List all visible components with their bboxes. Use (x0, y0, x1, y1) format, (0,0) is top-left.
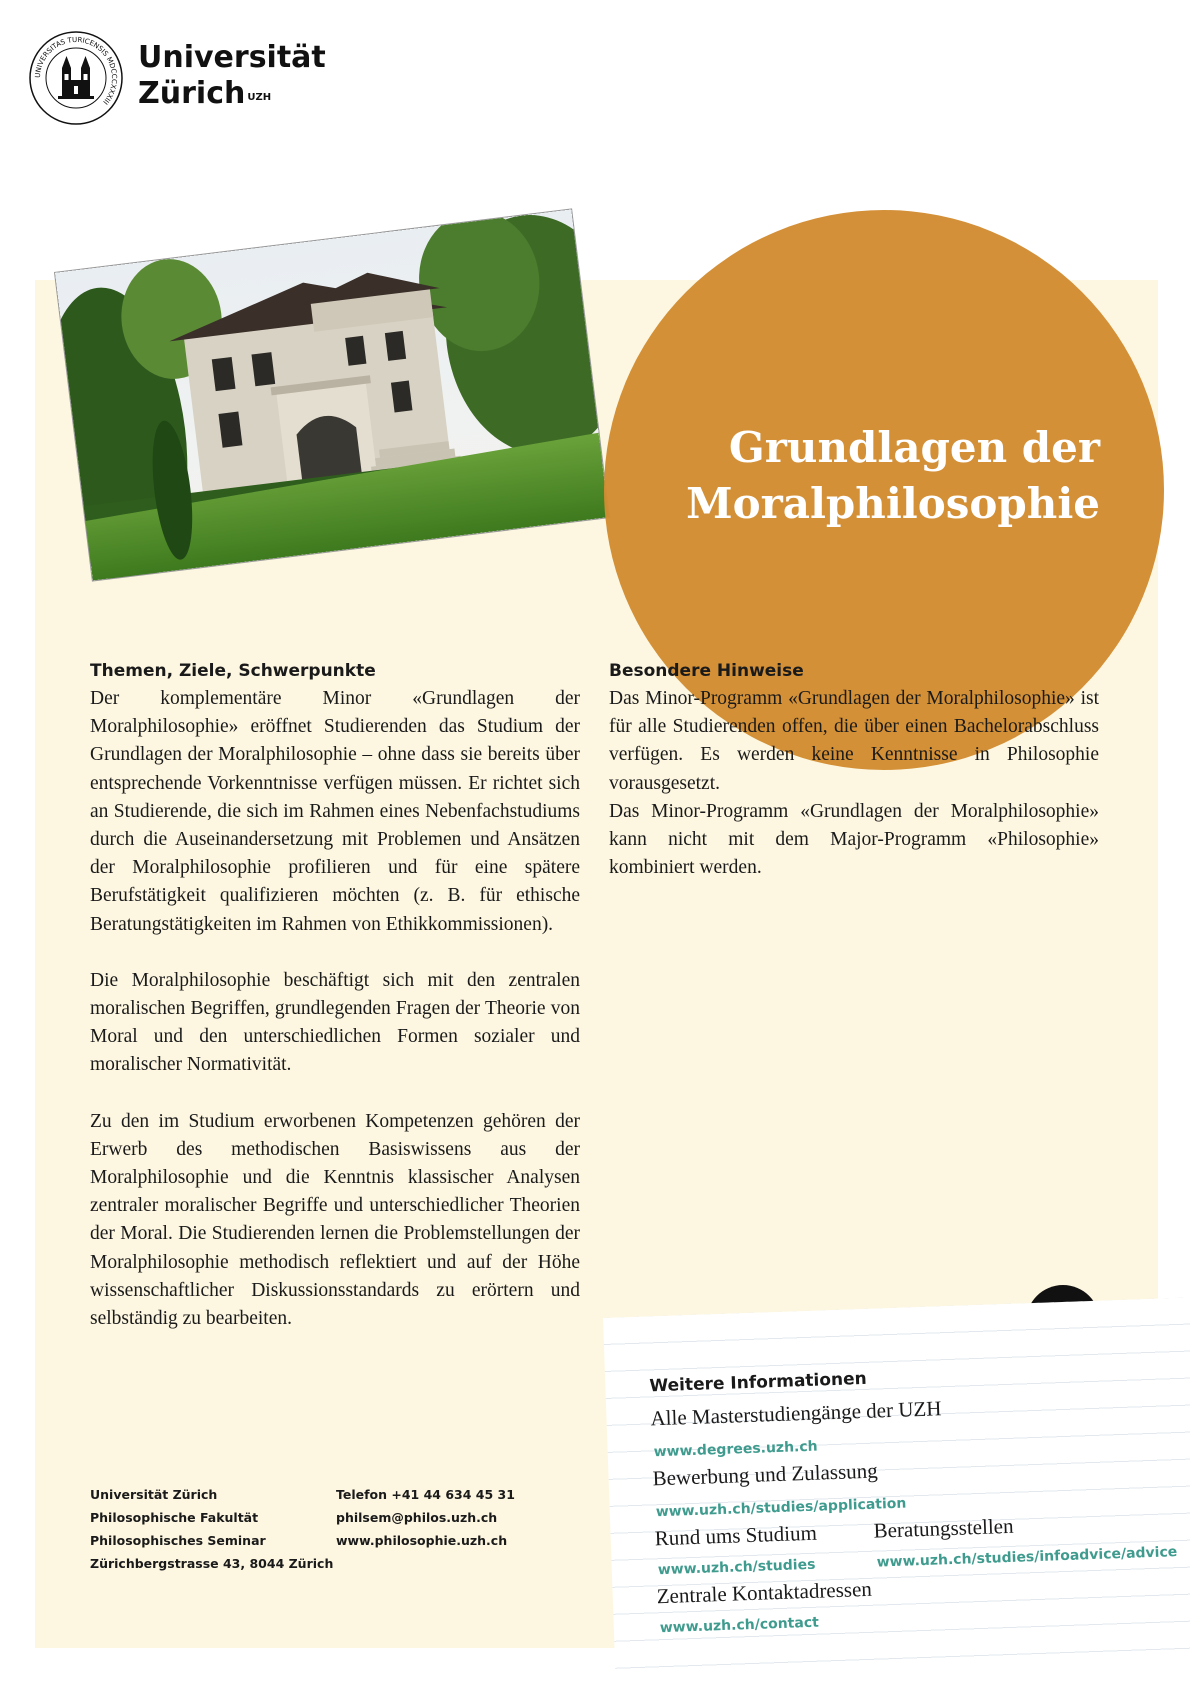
info-item-link[interactable]: www.uzh.ch/contact (659, 1614, 820, 1637)
info-item-label: Zentrale Kontaktadressen (656, 1576, 873, 1609)
address-line: Universität Zürich (90, 1487, 218, 1502)
right-paragraph-2: Das Minor-Programm «Grundlagen der Moralphilosophie» kann nicht mit dem Major-Programm «Philosophie» kombiniert werden. (609, 800, 1099, 879)
wordmark-line1: Universität (138, 40, 326, 75)
page-title (640, 420, 1100, 532)
info-title: Weitere Informationen (649, 1368, 868, 1397)
email-link[interactable]: philsem@philos.uzh.ch (336, 1510, 498, 1525)
left-paragraph-2: Die Moralphilosophie beschäftigt sich mit den zentralen moralischen Begriffen, grundlegenden Fragen der Theorie von Moral und den unterschiedlichen Formen sozialer und moralischer Normativität. (90, 969, 580, 1076)
info-item-label: Beratungsstellen (873, 1513, 1014, 1543)
info-item-link[interactable]: www.degrees.uzh.ch (653, 1438, 818, 1461)
address-line: Zürichbergstrasse 43, 8044 Zürich (90, 1556, 334, 1571)
left-column (90, 657, 580, 1333)
info-item-link[interactable]: www.uzh.ch/studies (657, 1556, 816, 1579)
address-line: Philosophisches Seminar (90, 1533, 266, 1548)
address-block (90, 1483, 333, 1575)
phone-text: Telefon +41 44 634 45 31 (336, 1487, 515, 1502)
right-heading: Besondere Hinweise (609, 661, 804, 681)
wordmark-line2: Zürich (138, 76, 246, 111)
wordmark (138, 40, 326, 112)
title-line2: Moralphilosophie (686, 479, 1100, 528)
info-card (603, 1297, 1190, 1687)
left-paragraph-1: Der komplementäre Minor «Grundlagen der Moralphilosophie» eröffnet Studierenden das Studium der Grundlagen der Moralphilosophie – ohne dass sie bereits über entsprechende Vorkenntnisse verfügen müssen. Er richtet sich an Studierende, die sich im Rahmen eines Nebenfachstudiums durch die Auseinandersetzung mit Problemen und Ansätzen der Moralphilosophie profilieren und für eine spätere Berufstätigkeit qualifizieren möchten (z. B. für ethische Beratungstätigkeiten im Rahmen von Ethikkommissionen). (90, 688, 580, 935)
villa-photo (55, 209, 609, 580)
address-line: Philosophische Fakultät (90, 1510, 259, 1525)
uzh-logo (28, 30, 328, 130)
villa-photo-icon (55, 209, 609, 580)
info-item-link[interactable]: www.uzh.ch/studies/infoadvice/advice (876, 1544, 1178, 1571)
left-paragraph-3: Zu den im Studium erworbenen Kompetenzen gehören der Erwerb des methodischen Basiswissens aus der Moralphilosophie und die Kenntnis klassischer Analysen zentraler moralischer Begriffe und unterschiedlicher Theorien der Moral. Die Studierenden lernen die Problemstellungen der Moralphilosophie methodisch reflektiert und auf der Höhe wissenschaftlicher Diskussionsstandards zu erörtern und selbständig zu bearbeiten. (90, 1110, 580, 1330)
info-item-label: Rund ums Studium (654, 1520, 818, 1551)
info-item-label: Alle Masterstudiengänge der UZH (650, 1396, 942, 1431)
right-paragraph-1: Das Minor-Programm «Grundlagen der Moralphilosophie» ist für alle Studierenden offen, die über einen Bachelorabschluss verfügen. Es werden keine Kenntnisse in Philosophie vorausgesetzt. (609, 688, 1099, 794)
contact-block (336, 1483, 515, 1552)
title-line1: Grundlagen der (728, 423, 1100, 472)
university-seal-icon (28, 30, 124, 126)
seal-text: UNIVERSITAS TURICENSIS MDCCCXXXIII (33, 35, 119, 106)
info-item-label: Bewerbung und Zulassung (652, 1458, 879, 1491)
wordmark-sup: UZH (247, 92, 272, 103)
info-item-link[interactable]: www.uzh.ch/studies/application (655, 1495, 907, 1521)
right-column (609, 657, 1099, 882)
left-heading: Themen, Ziele, Schwerpunkte (90, 661, 376, 681)
website-link[interactable]: www.philosophie.uzh.ch (336, 1533, 508, 1548)
